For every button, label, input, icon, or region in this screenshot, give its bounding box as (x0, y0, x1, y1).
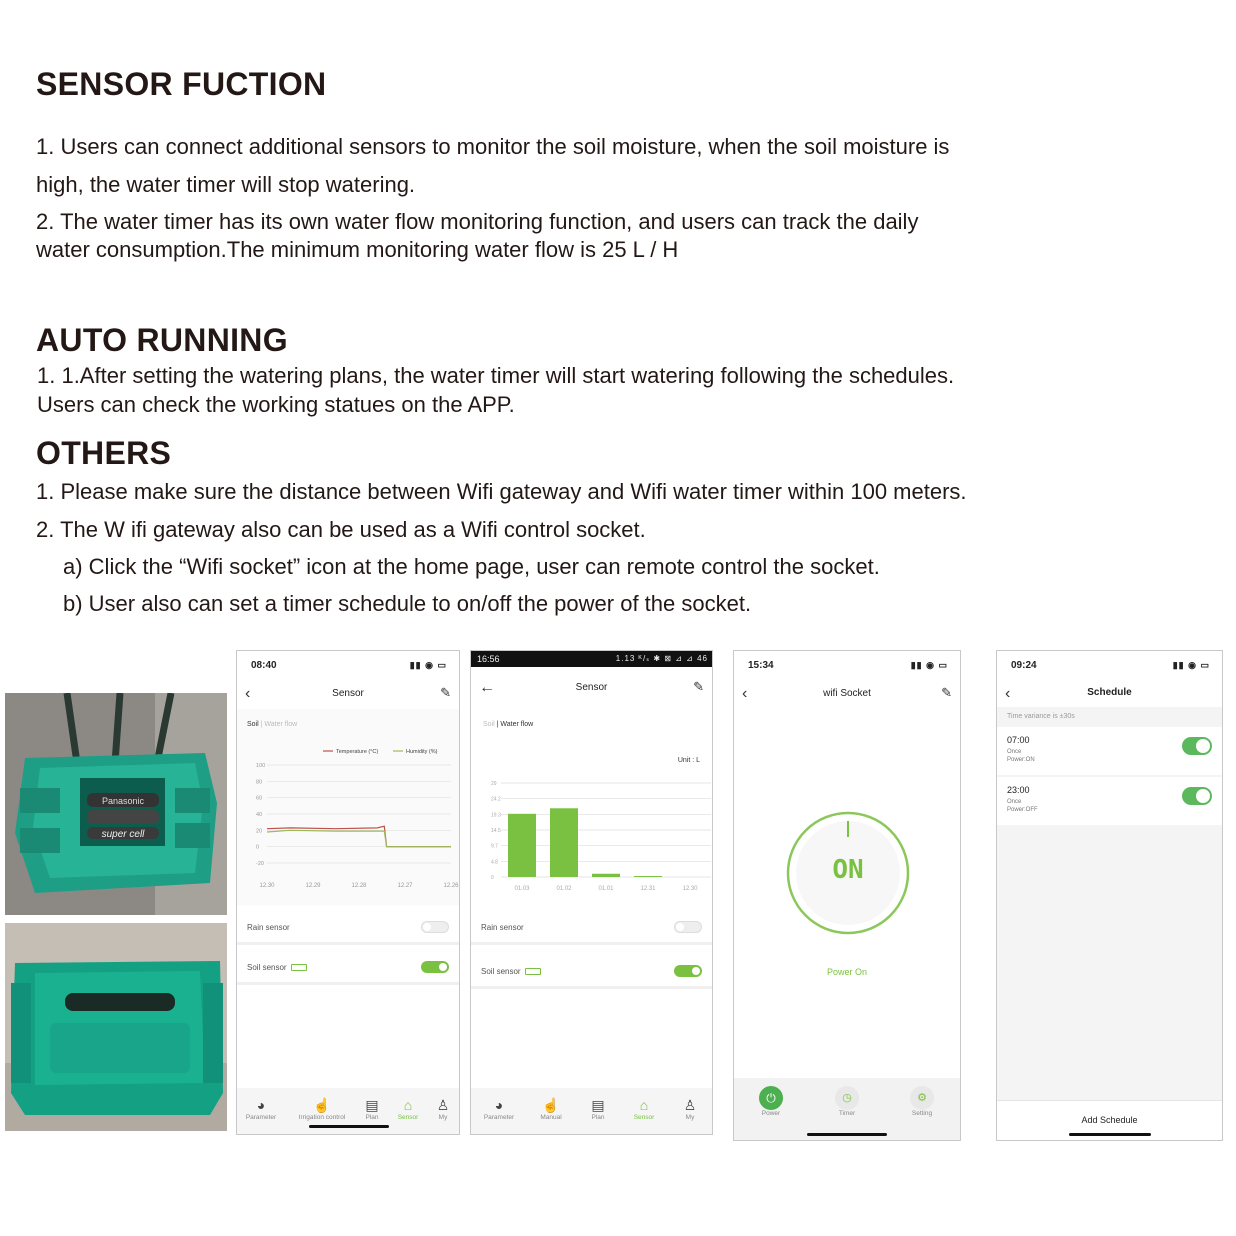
home-indicator (1069, 1133, 1151, 1136)
x-tick-label: 12.26 (443, 883, 459, 889)
nav-plan[interactable]: ▤ Plan (573, 1096, 623, 1121)
nav-irrigation-control[interactable]: ☝ Irrigation control (295, 1096, 349, 1121)
bar (508, 814, 536, 877)
y-tick-label: 0 (256, 844, 260, 851)
edit-icon[interactable]: ✎ (941, 685, 952, 700)
plan-icon: ▤ (365, 1097, 379, 1113)
schedule-time: 23:00 (1007, 785, 1030, 795)
back-icon[interactable]: ‹ (742, 685, 748, 702)
nav-my[interactable]: ♙ My (665, 1096, 713, 1121)
sensor-paragraph-line-3: 2. The water timer has its own water flow monitoring function, and users can track the daily (36, 209, 919, 234)
x-tick-label: 12.27 (397, 883, 413, 889)
soil-sensor-row (471, 953, 712, 989)
y-tick-label: 29 (491, 781, 497, 787)
tab-soil[interactable]: Soil (247, 721, 259, 728)
y-tick-label: 20 (256, 828, 263, 835)
home-indicator (309, 1125, 389, 1128)
sensor-icon: ⌂ (403, 1097, 413, 1113)
nav-timer[interactable]: ◷ Timer (822, 1086, 872, 1117)
nav-setting[interactable]: ⚙ Setting (897, 1086, 947, 1117)
page-title: Sensor (332, 688, 364, 699)
soil-line-chart (237, 743, 460, 893)
device-open-photo (5, 693, 227, 915)
device-closed-photo (5, 923, 227, 1131)
y-tick-label: 14.5 (491, 828, 501, 834)
nav-sensor[interactable]: ⌂ Sensor (383, 1096, 433, 1121)
user-icon: ♙ (683, 1097, 697, 1113)
user-icon: ♙ (436, 1097, 450, 1113)
section-heading-sensor: SENSOR FUCTION (36, 66, 327, 102)
sensor-paragraph-line-4: water consumption.The minimum monitoring water flow is 25 L / H (36, 237, 679, 262)
add-schedule-button[interactable]: Add Schedule (1081, 1115, 1138, 1125)
rain-sensor-row (237, 909, 459, 945)
y-tick-label: 9.7 (491, 843, 498, 850)
tab-group (483, 721, 533, 728)
status-bar (734, 651, 960, 677)
nav-header (237, 683, 459, 707)
phone-sensor-soil (236, 650, 460, 1135)
schedule-time: 07:00 (1007, 735, 1030, 745)
schedule-item[interactable] (997, 727, 1222, 775)
schedule-toggle[interactable] (1182, 787, 1212, 805)
edit-icon[interactable]: ✎ (440, 685, 451, 700)
schedule-toggle[interactable] (1182, 737, 1212, 755)
series-line (267, 826, 451, 846)
soil-sensor-toggle[interactable] (674, 965, 702, 977)
rain-sensor-row (471, 909, 712, 945)
phone-wifi-socket (733, 650, 961, 1141)
nav-plan[interactable]: ▤ Plan (347, 1096, 397, 1121)
soil-sensor-row (237, 949, 459, 985)
status-bar (471, 651, 712, 667)
nav-my[interactable]: ♙ My (418, 1096, 460, 1121)
home-indicator (807, 1133, 887, 1136)
y-tick-label: 4.8 (491, 859, 498, 866)
phone-sensor-water-flow (470, 650, 713, 1135)
soil-sensor-label-wrap (247, 963, 307, 972)
status-time: 09:24 (1011, 660, 1037, 671)
phone-schedule (996, 650, 1223, 1141)
power-state-text: ON (832, 855, 864, 885)
others-paragraph-line-2: 2. The W ifi gateway also can be used as a Wifi control socket. (36, 517, 646, 542)
tab-soil[interactable]: Soil (483, 721, 495, 728)
nav-header (734, 683, 960, 707)
power-icon: ⏻ (759, 1086, 783, 1110)
sensor-paragraph-line-1: 1. Users can connect additional sensors to monitor the soil moisture, when the soil moisture is (36, 134, 950, 159)
sensor-icon: ⌂ (639, 1097, 649, 1113)
rain-sensor-toggle[interactable] (421, 921, 449, 933)
hand-icon: ☝ (313, 1097, 331, 1113)
battery-label-2: super cell (101, 829, 145, 840)
nav-parameter[interactable]: ◕ Parameter (474, 1096, 524, 1121)
plan-icon: ▤ (591, 1097, 605, 1113)
schedule-item[interactable] (997, 777, 1222, 825)
y-tick-label: 24.2 (491, 796, 501, 803)
bottom-nav (471, 1088, 712, 1134)
status-time: 15:34 (748, 660, 774, 671)
soil-sensor-label: Soil sensor (247, 963, 287, 972)
bar (634, 876, 662, 877)
time-variance-note: Time variance is ±30s (1007, 713, 1075, 720)
x-tick-label: 12.31 (640, 886, 656, 892)
nav-parameter[interactable]: ◕ Parameter (236, 1096, 286, 1121)
power-status-label: Power On (826, 967, 868, 977)
schedule-repeat: Once (1007, 799, 1022, 805)
tab-water-flow[interactable]: | Water flow (260, 721, 298, 728)
page-title: Sensor (575, 682, 608, 693)
soil-sensor-label: Soil sensor (481, 967, 521, 976)
soil-sensor-label-wrap (481, 967, 541, 976)
others-paragraph-line-3: a) Click the “Wifi socket” icon at the home page, user can remote control the socket. (63, 554, 880, 579)
y-tick-label: -20 (256, 861, 264, 867)
soil-sensor-toggle[interactable] (421, 961, 449, 973)
water-flow-bar-chart (471, 757, 713, 897)
auto-paragraph-line-2: Users can check the working statues on the APP. (37, 392, 515, 417)
nav-header (997, 677, 1222, 707)
tab-group (247, 721, 297, 728)
section-heading-auto-running: AUTO RUNNING (36, 322, 288, 358)
pie-chart-icon: ◕ (256, 1097, 266, 1113)
tab-water-flow[interactable]: | Water flow (496, 721, 534, 728)
x-tick-label: 12.28 (351, 883, 367, 889)
edit-icon[interactable]: ✎ (693, 679, 704, 694)
series-line (267, 830, 451, 846)
nav-manual[interactable]: ☝ Manual (526, 1096, 576, 1121)
x-tick-label: 12.30 (682, 886, 698, 892)
back-icon[interactable]: ‹ (245, 685, 251, 702)
rain-sensor-label: Rain sensor (481, 923, 524, 932)
hand-icon: ☝ (542, 1097, 560, 1113)
nav-sensor[interactable]: ⌂ Sensor (619, 1096, 669, 1121)
sensor-paragraph-line-2: high, the water timer will stop watering. (36, 172, 416, 197)
others-paragraph-line-4: b) User also can set a timer schedule to on/off the power of the socket. (63, 591, 752, 616)
schedule-action: Power:ON (1007, 757, 1035, 763)
signal-wifi-battery-icon: ▮▮ ◉ ▭ (910, 660, 948, 670)
y-tick-label: 100 (256, 763, 266, 769)
bottom-nav (734, 1078, 960, 1140)
status-time: 16:56 (477, 654, 500, 664)
nav-header (471, 677, 712, 701)
others-paragraph-line-1: 1. Please make sure the distance between Wifi gateway and Wifi water timer within 100 meters. (36, 479, 967, 504)
signal-wifi-battery-icon: ▮▮ ◉ ▭ (1172, 660, 1210, 670)
setting-icon: ⚙ (910, 1086, 934, 1110)
x-tick-label: 01.01 (598, 886, 614, 892)
back-icon[interactable]: ← (479, 679, 495, 696)
status-bar (237, 651, 459, 677)
schedule-repeat: Once (1007, 749, 1022, 755)
legend-label: Humidity (%) (406, 749, 438, 755)
battery-icon (525, 968, 541, 975)
legend-label: Temperature (°C) (336, 749, 379, 755)
back-icon[interactable]: ‹ (1005, 685, 1011, 702)
schedule-action: Power:OFF (1007, 807, 1038, 813)
y-tick-label: 19.3 (491, 812, 501, 819)
y-tick-label: 60 (256, 795, 263, 802)
section-heading-others: OTHERS (36, 435, 172, 471)
y-tick-label: 0 (491, 875, 494, 881)
page-title: wifi Socket (823, 688, 871, 699)
bar (550, 808, 578, 877)
x-tick-label: 01.02 (556, 886, 572, 892)
x-tick-label: 12.30 (259, 883, 275, 889)
x-tick-label: 01.03 (514, 886, 530, 892)
auto-paragraph-line-1: 1. 1.After setting the watering plans, the water timer will start watering following the schedules. (37, 363, 955, 388)
y-tick-label: 40 (256, 812, 263, 818)
page-title: Schedule (1087, 687, 1132, 698)
battery-icon (291, 964, 307, 971)
signal-wifi-battery-icon: ▮▮ ◉ ▭ (409, 660, 447, 670)
status-bar (997, 651, 1222, 677)
pie-chart-icon: ◕ (494, 1097, 504, 1113)
y-tick-label: 80 (256, 779, 263, 786)
unit-label: Unit : L (677, 757, 700, 764)
status-time: 08:40 (251, 660, 277, 671)
status-indicators: 1.13 ᴷ/ₛ ✱ ⊠ ⊿ ⊿ 46 (615, 654, 708, 663)
bar (592, 874, 620, 877)
rain-sensor-toggle[interactable] (674, 921, 702, 933)
battery-label-1: Panasonic (101, 796, 145, 806)
nav-power[interactable]: ⏻ Power (746, 1086, 796, 1117)
rain-sensor-label: Rain sensor (247, 923, 290, 932)
x-tick-label: 12.29 (305, 883, 321, 889)
timer-icon: ◷ (835, 1086, 859, 1110)
